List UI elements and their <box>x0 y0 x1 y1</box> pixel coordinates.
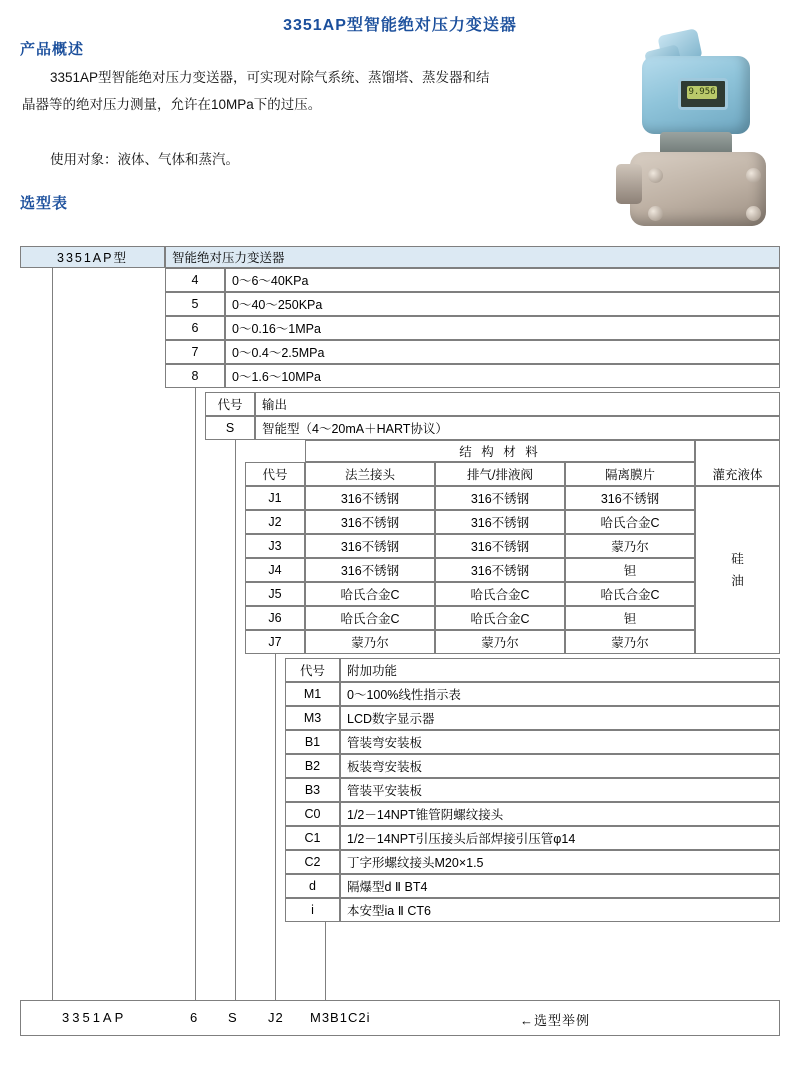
extra-code-4: B3 <box>285 778 340 802</box>
extra-value-0: 0～100%线性指示表 <box>340 682 780 706</box>
example-extras: M3B1C2i <box>310 1010 371 1025</box>
material-valve-4: 哈氏合金C <box>435 582 565 606</box>
range-value-4: 0～1.6～10MPa <box>225 364 780 388</box>
example-row <box>20 1000 780 1036</box>
material-header-code: 代号 <box>245 462 305 486</box>
range-value-3: 0～0.4～2.5MPa <box>225 340 780 364</box>
output-header-name: 输出 <box>255 392 780 416</box>
material-code-2: J3 <box>245 534 305 558</box>
material-diaphragm-4: 哈氏合金C <box>565 582 695 606</box>
extra-value-1: LCD数字显示器 <box>340 706 780 730</box>
extra-code-3: B2 <box>285 754 340 778</box>
section-heading-overview: 产品概述 <box>20 41 85 58</box>
extra-value-9: 本安型ia Ⅱ CT6 <box>340 898 780 922</box>
material-valve-0: 316不锈钢 <box>435 486 565 510</box>
extra-code-7: C2 <box>285 850 340 874</box>
example-range: 6 <box>190 1010 199 1025</box>
range-code-4: 8 <box>165 364 225 388</box>
product-photo <box>600 28 790 228</box>
extra-code-1: M3 <box>285 706 340 730</box>
material-valve-2: 316不锈钢 <box>435 534 565 558</box>
material-flange-6: 蒙乃尔 <box>305 630 435 654</box>
material-flange-4: 哈氏合金C <box>305 582 435 606</box>
material-header-valve: 排气/排液阀 <box>435 462 565 486</box>
range-value-1: 0～40～250KPa <box>225 292 780 316</box>
fill-liquid-spacer <box>695 440 780 462</box>
connector-line-extras <box>325 922 326 1000</box>
example-note: ←选型举例 <box>520 1013 591 1028</box>
photo-lcd-readout: 9.956 <box>688 87 716 97</box>
overview-paragraph-2: 使用对象：液体、气体和蒸汽。 <box>50 152 239 167</box>
extra-value-2: 管装弯安装板 <box>340 730 780 754</box>
example-material: J2 <box>268 1010 284 1025</box>
output-value-0: 智能型（4～20mA＋HART协议） <box>255 416 780 440</box>
extra-header-name: 附加功能 <box>340 658 780 682</box>
fill-liquid-line-1: 硅 <box>731 552 744 566</box>
material-header-fill: 灌充液体 <box>695 462 780 486</box>
material-flange-0: 316不锈钢 <box>305 486 435 510</box>
material-code-5: J6 <box>245 606 305 630</box>
extra-code-9: i <box>285 898 340 922</box>
range-code-1: 5 <box>165 292 225 316</box>
example-model: 3351AP <box>62 1010 127 1025</box>
material-header-flange: 法兰接头 <box>305 462 435 486</box>
material-header-diaphragm: 隔离膜片 <box>565 462 695 486</box>
photo-bolt <box>648 206 663 221</box>
material-diaphragm-0: 316不锈钢 <box>565 486 695 510</box>
connector-line-model <box>52 268 53 1000</box>
connector-line-range <box>195 388 196 1000</box>
photo-bolt <box>746 206 761 221</box>
fill-liquid-cell <box>695 486 780 654</box>
material-diaphragm-3: 钽 <box>565 558 695 582</box>
example-output: S <box>228 1010 238 1025</box>
extra-value-8: 隔爆型d Ⅱ BT4 <box>340 874 780 898</box>
material-diaphragm-6: 蒙乃尔 <box>565 630 695 654</box>
photo-flange <box>616 164 642 204</box>
material-diaphragm-2: 蒙乃尔 <box>565 534 695 558</box>
photo-bolt <box>746 168 761 183</box>
material-code-1: J2 <box>245 510 305 534</box>
material-flange-2: 316不锈钢 <box>305 534 435 558</box>
extra-code-5: C0 <box>285 802 340 826</box>
photo-display-window <box>678 78 728 110</box>
extra-code-8: d <box>285 874 340 898</box>
output-code-0: S <box>205 416 255 440</box>
material-flange-3: 316不锈钢 <box>305 558 435 582</box>
material-flange-5: 哈氏合金C <box>305 606 435 630</box>
range-value-2: 0～0.16～1MPa <box>225 316 780 340</box>
range-code-2: 6 <box>165 316 225 340</box>
extra-value-7: 丁字形螺纹接头M20×1.5 <box>340 850 780 874</box>
connector-line-output <box>235 440 236 1000</box>
extra-value-6: 1/2－14NPT引压接头后部焊接引压管φ14 <box>340 826 780 850</box>
page-title: 3351AP型智能绝对压力变送器 <box>283 17 517 34</box>
extra-value-3: 板装弯安装板 <box>340 754 780 778</box>
material-valve-3: 316不锈钢 <box>435 558 565 582</box>
range-code-3: 7 <box>165 340 225 364</box>
extra-value-5: 1/2－14NPT锥管阴螺纹接头 <box>340 802 780 826</box>
selection-table <box>20 246 780 1036</box>
extra-code-6: C1 <box>285 826 340 850</box>
connector-line-material <box>275 654 276 1000</box>
fill-liquid-line-2: 油 <box>731 574 744 588</box>
material-diaphragm-1: 哈氏合金C <box>565 510 695 534</box>
material-flange-1: 316不锈钢 <box>305 510 435 534</box>
model-code-cell: 3351AP型 <box>20 246 165 268</box>
material-valve-5: 哈氏合金C <box>435 606 565 630</box>
material-code-6: J7 <box>245 630 305 654</box>
material-code-3: J4 <box>245 558 305 582</box>
model-name-cell: 智能绝对压力变送器 <box>165 246 780 268</box>
material-group-title: 结 构 材 料 <box>305 440 695 462</box>
section-heading-selection-table: 选型表 <box>20 195 69 212</box>
extra-code-2: B1 <box>285 730 340 754</box>
material-diaphragm-5: 钽 <box>565 606 695 630</box>
range-code-0: 4 <box>165 268 225 292</box>
material-valve-1: 316不锈钢 <box>435 510 565 534</box>
extra-header-code: 代号 <box>285 658 340 682</box>
range-value-0: 0～6～40KPa <box>225 268 780 292</box>
overview-paragraph-1: 3351AP型智能绝对压力变送器，可实现对除气系统、蒸馏塔、蒸发器和结晶器等的绝对压力测量，允许在10MPa下的过压。 <box>22 70 490 112</box>
output-header-code: 代号 <box>205 392 255 416</box>
material-code-4: J5 <box>245 582 305 606</box>
photo-bolt <box>648 168 663 183</box>
extra-value-4: 管装平安装板 <box>340 778 780 802</box>
material-valve-6: 蒙乃尔 <box>435 630 565 654</box>
extra-code-0: M1 <box>285 682 340 706</box>
material-code-0: J1 <box>245 486 305 510</box>
